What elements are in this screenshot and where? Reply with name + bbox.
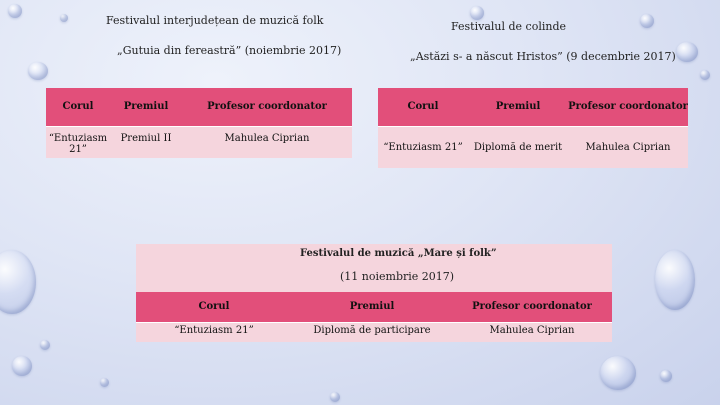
water-drop-decoration [8,4,22,18]
water-drop-decoration [40,340,50,350]
table-cell: “Entuziasm 21” [46,126,110,158]
water-drop-decoration [100,378,109,387]
header-cell: Premiul [292,292,452,322]
water-drop-decoration [700,70,710,80]
header-cell: Corul [136,292,292,322]
table-cell: Mahulea Ciprian [568,126,688,168]
header-cell: Premiul [468,88,568,126]
header-cell: Premiul [110,88,182,126]
section2-subtitle: „Astăzi s- a născut Hristos” (9 decembrie 2017) [410,50,676,63]
header-cell: Profesor coordonator [182,88,352,126]
section2-table [378,88,688,168]
water-drop-decoration [28,62,48,80]
water-drop-decoration [330,392,340,402]
table-cell: Diplomă de participare [292,322,452,342]
section1-subtitle: „Gutuia din fereastră” (noiembrie 2017) [117,44,342,57]
header-cell: Corul [378,88,468,126]
header-cell: Profesor coordonator [452,292,612,322]
water-drop-decoration [600,356,636,390]
header-cell: Profesor coordonator [568,88,688,126]
section1-title: Festivalul interjudețean de muzică folk [106,14,324,27]
water-drop-decoration [12,356,32,376]
water-drop-decoration [470,6,484,20]
water-drop-decoration [660,370,672,382]
table-cell: “Entuziasm 21” [378,126,468,168]
water-drop-decoration [655,250,695,310]
water-drop-decoration [0,250,36,314]
header-cell: Corul [46,88,110,126]
table-cell: “Entuziasm 21” [136,322,292,342]
water-drop-decoration [676,42,698,62]
table-cell: Premiul II [110,126,182,158]
table-cell: Mahulea Ciprian [452,322,612,342]
section1-table [46,88,352,158]
section2-title: Festivalul de colinde [451,20,567,33]
water-drop-decoration [60,14,68,22]
section3-table [136,292,612,342]
table-cell: Diplomă de merit [468,126,568,168]
section3-subtitle: (11 noiembrie 2017) [340,270,455,283]
water-drop-decoration [640,14,654,28]
section3-title: Festivalul de muzică „Mare și folk” [300,248,497,259]
table-cell: Mahulea Ciprian [182,126,352,158]
